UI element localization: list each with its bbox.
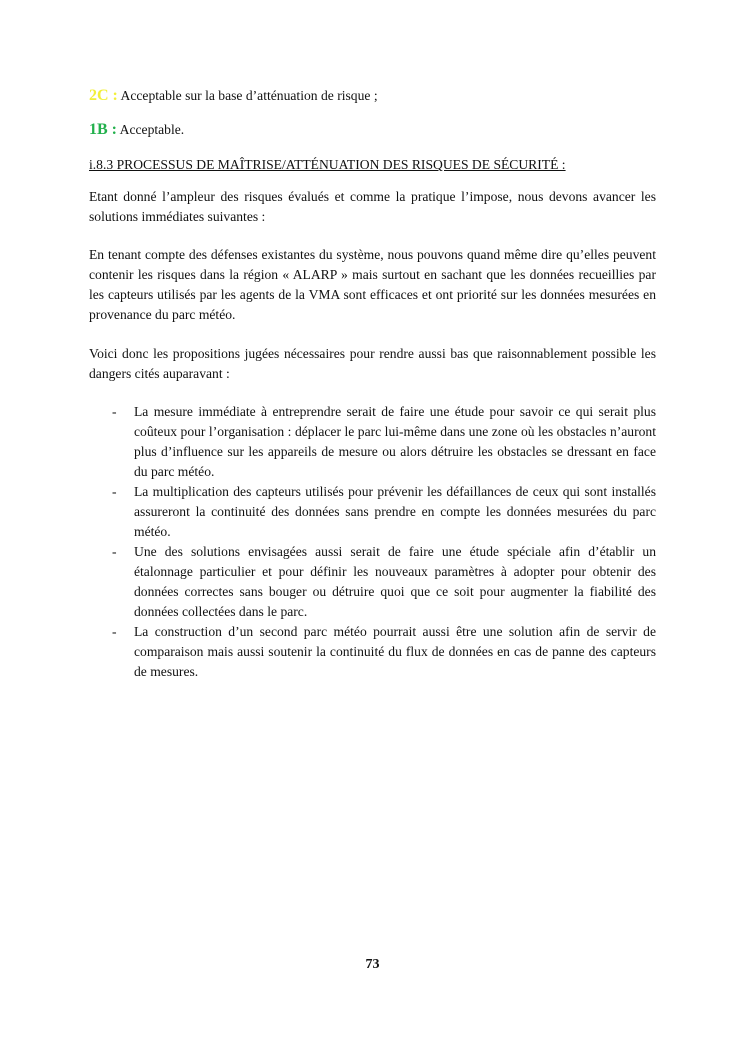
- bullet-dash: -: [112, 484, 117, 499]
- list-item: [89, 622, 656, 682]
- bullet-dash: -: [112, 544, 117, 559]
- rating-2c: [89, 86, 656, 106]
- rating-text-1b: Acceptable.: [119, 122, 185, 137]
- bullet-dash: -: [112, 404, 117, 419]
- paragraph-intro: Etant donné l’ampleur des risques évalués et comme la pratique l’impose, nous devons avancer les solutions immédiates suivantes :: [89, 189, 656, 224]
- paragraph-proposals: Voici donc les propositions jugées nécessaires pour rendre aussi bas que raisonnablement possible les dangers cités auparavant :: [89, 346, 656, 381]
- list-item-text: La mesure immédiate à entreprendre serait de faire une étude pour savoir ce qui serait plus coûteux pour l’organisation : déplacer le parc lui-même dans une zone où les obstacles n’auront plus d’influence sur les appareils de mesure ou alors détruire les obstacles se dressant en face du parc météo.: [134, 404, 656, 479]
- list-item-text: Une des solutions envisagées aussi serait de faire une étude spéciale afin d’établir un étalonnage particulier et pour définir les nouveaux paramètres à adopter pour obtenir des données correctes sans bouger ou détruire quoi que ce soit pour augmenter la fiabilité des données collectées dans le parc.: [134, 544, 656, 619]
- rating-1b: [89, 120, 656, 140]
- list-item-text: La multiplication des capteurs utilisés pour prévenir les défaillances de ceux qui sont installés assureront la continuité des données sans prendre en compte les données mesurées du parc météo.: [134, 484, 656, 539]
- rating-text-2c: Acceptable sur la base d’atténuation de risque ;: [120, 88, 378, 103]
- section-heading: i.8.3 PROCESSUS DE MAÎTRISE/ATTÉNUATION DES RISQUES DE SÉCURITÉ :: [89, 157, 566, 172]
- solutions-list: [89, 402, 656, 682]
- list-item: [89, 482, 656, 542]
- list-item: [89, 402, 656, 482]
- rating-code-2c: 2C :: [89, 87, 118, 104]
- rating-code-1b: 1B :: [89, 121, 117, 138]
- paragraph-alarp: En tenant compte des défenses existantes du système, nous pouvons quand même dire qu’elles peuvent contenir les risques dans la région « ALARP » mais surtout en sachant que les données recueillies par les capteurs utilisés par les agents de la VMA sont efficaces et ont priorité sur les données mesurées en provenance du parc météo.: [89, 247, 656, 322]
- page-number: 73: [365, 957, 380, 972]
- list-item: [89, 542, 656, 622]
- list-item-text: La construction d’un second parc météo pourrait aussi être une solution afin de servir de comparaison mais aussi soutenir la continuité du flux de données en cas de panne des capteurs de mesures.: [134, 624, 656, 679]
- bullet-dash: -: [112, 624, 117, 639]
- document-page-body: [89, 86, 656, 682]
